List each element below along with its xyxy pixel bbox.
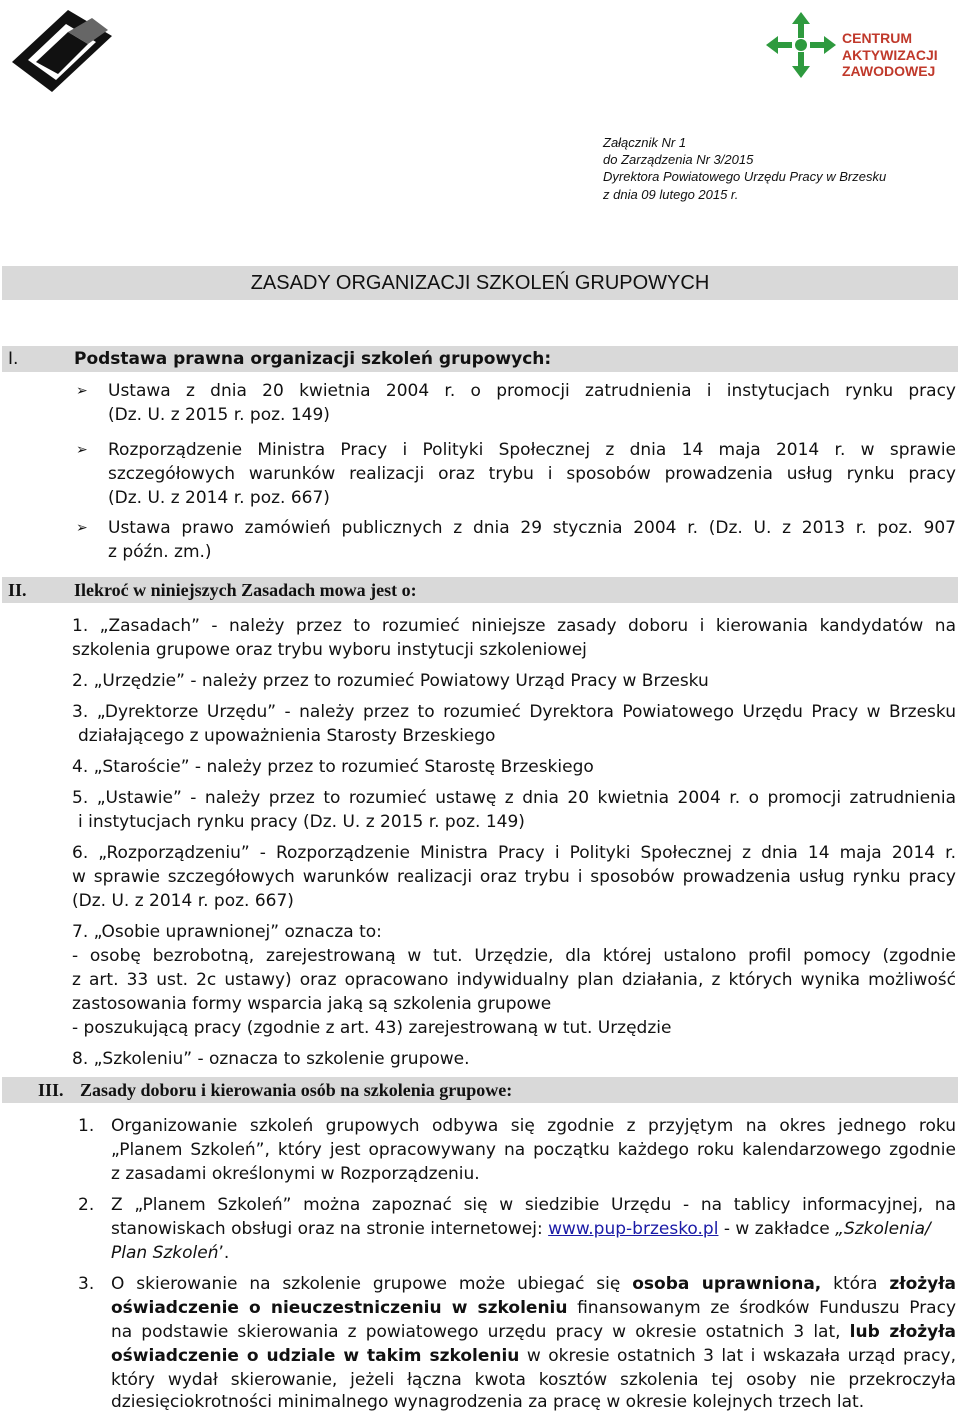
s1-b2-line1: Rozporządzenie Ministra Pracy i Polityki Społecznej z dnia 14 maja 2014 r. w sprawie — [108, 440, 956, 460]
arrow-bullet-icon: ➢ — [76, 442, 88, 458]
def-3-line1: 3. „Dyrektorze Urzędu” - należy przez to rozumieć Dyrektora Powiatowego Urzędu Pracy w Brzesku — [72, 702, 956, 722]
rule-2-number: 2. — [78, 1195, 95, 1215]
pup-website-link[interactable]: www.pup-brzesko.pl — [548, 1219, 719, 1239]
s1-b2-line2: szczegółowych warunków realizacji oraz trybu i sposobów prowadzenia usług rynku pracy — [108, 464, 956, 484]
logo-graphic-left — [8, 2, 128, 97]
annex-line-2: do Zarządzenia Nr 3/2015 — [603, 152, 754, 168]
def-6-line2: w sprawie szczegółowych warunków realizacji oraz trybu i sposobów prowadzenia usług rynku pracy — [72, 867, 956, 887]
section-2-header — [2, 577, 958, 603]
section-3-number: III. — [38, 1080, 64, 1100]
rule-2-line1: Z „Planem Szkoleń” można zapoznać się w siedzibie Urzędu - na tablicy informacyjnej, na — [111, 1195, 956, 1215]
def-7-a-line1: - osobę bezrobotną, zarejestrowaną w tut. Urzędzie, dla której ustalono profil pomocy (zgodnie — [72, 946, 956, 966]
section-2-number: II. — [8, 580, 27, 600]
s1-b3-line2: z późn. zm.) — [108, 542, 212, 562]
rule-3-line1-a: O skierowanie na szkolenie grupowe może ubiegać się — [111, 1274, 621, 1294]
def-2: 2. „Urzędzie” - należy przez to rozumieć Powiatowy Urząd Pracy w Brzesku — [72, 671, 709, 691]
rule-2-line3 — [111, 1241, 229, 1265]
arrow-bullet-icon: ➢ — [76, 383, 88, 399]
def-7-a-line2: z art. 33 ust. 2c ustawy) oraz opracowano indywidualny plan działania, z których wynika możliwość — [72, 970, 956, 990]
rule-3-line4-a: oświadczenie o udziale w takim szkoleniu — [111, 1346, 520, 1366]
arrow-bullet-icon: ➢ — [76, 520, 88, 536]
logo-line-2: AKTYWIZACJI — [842, 46, 938, 63]
def-7-b: - poszukującą pracy (zgodnie z art. 43) zarejestrowaną w tut. Urzędzie — [72, 1018, 672, 1038]
rule-3-line4 — [111, 1344, 956, 1368]
rule-3-line1-c: która — [833, 1274, 878, 1294]
def-6-line3: (Dz. U. z 2014 r. poz. 667) — [72, 891, 294, 911]
title-bar — [2, 266, 958, 300]
rule-1-line2: „Planem Szkoleń”, który jest opracowywany na początku każdego roku kalendarzowego zgodnie — [111, 1140, 956, 1160]
rule-3-line1-b: osoba uprawniona, — [632, 1274, 822, 1294]
logo-line-1: CENTRUM — [842, 30, 912, 46]
rule-1-number: 1. — [78, 1116, 95, 1136]
def-8: 8. „Szkoleniu” - oznacza to szkolenie grupowe. — [72, 1049, 470, 1069]
rule-2-line3-end: ’. — [218, 1243, 230, 1263]
rule-2-line2-text-b: - w zakładce — [723, 1219, 830, 1239]
rule-1-line3: z zasadami określonymi w Rozporządzeniu. — [111, 1164, 480, 1184]
def-5-line2: i instytucjach rynku pracy (Dz. U. z 2015 r. poz. 149) — [78, 812, 525, 832]
s1-b1-line2: (Dz. U. z 2015 r. poz. 149) — [108, 405, 330, 425]
section-2-heading: Ilekroć w niniejszych Zasadach mowa jest o: — [74, 580, 417, 600]
section-1-header — [2, 346, 958, 372]
rule-3-number: 3. — [78, 1274, 95, 1294]
section-1-number: I. — [8, 349, 19, 369]
annex-header — [603, 134, 886, 203]
rule-2-line2-text: stanowiskach obsługi oraz na stronie internetowej: — [111, 1219, 543, 1239]
rule-3-line2-b: finansowanym ze środków Funduszu Pracy — [577, 1298, 957, 1318]
def-5-line1: 5. „Ustawie” - należy przez to rozumieć ustawę z dnia 20 kwietnia 2004 r. o promocji zatrudnienia — [72, 788, 956, 808]
def-1-line2: szkolenia grupowe oraz trybu wyboru instytucji szkoleniowej — [72, 640, 587, 660]
logo-centrum-aktywizacji-zawodowej — [764, 10, 954, 80]
def-6-line1: 6. „Rozporządzeniu” - Rozporządzenie Ministra Pracy i Polityki Społecznej z dnia 14 maja 2014 r. — [72, 843, 956, 863]
rule-2-line3-tab: Plan Szkoleń — [111, 1243, 219, 1263]
def-1-line1: 1. „Zasadach” - należy przez to rozumieć niniejsze zasady doboru i kierowania kandydatów na — [72, 616, 956, 636]
def-4: 4. „Staroście” - należy przez to rozumieć Starostę Brzeskiego — [72, 757, 594, 777]
logo-line-3: ZAWODOWEJ — [842, 63, 936, 79]
rule-2-line2 — [111, 1217, 931, 1241]
annex-line-3: Dyrektora Powiatowego Urzędu Pracy w Brzesku — [603, 169, 887, 185]
s1-b1-line1: Ustawa z dnia 20 kwietnia 2004 r. o promocji zatrudnienia i instytucjach rynku pracy — [108, 381, 956, 401]
page-title: ZASADY ORGANIZACJI SZKOLEŃ GRUPOWYCH — [250, 272, 710, 294]
section-3-heading: Zasady doboru i kierowania osób na szkolenia grupowe: — [80, 1080, 513, 1100]
s1-b3-line1: Ustawa prawo zamówień publicznych z dnia 29 stycznia 2004 r. (Dz. U. z 2013 r. poz. 907 — [108, 518, 956, 538]
rule-3-line1-d: złożyła — [889, 1274, 957, 1294]
rule-3-line3-a: na podstawie skierowania z powiatowego urzędu pracy w okresie ostatnich 3 lat, — [111, 1322, 841, 1342]
rule-3-line3 — [111, 1320, 956, 1344]
rule-3-line5: który wydał skierowanie, jeżeli łączna kwota kosztów szkolenia tej osoby nie przekroczyła — [111, 1370, 956, 1390]
def-7-a-line3: zastosowania formy wsparcia jaką są szkolenia grupowe — [72, 994, 552, 1014]
rule-3-line4-b: w okresie ostatnich 3 lat i wskazała urząd pracy, — [526, 1346, 956, 1366]
annex-line-1: Załącznik Nr 1 — [603, 135, 687, 150]
rule-2-line2-tab: „Szkolenia/ — [835, 1219, 931, 1239]
logo-text — [842, 30, 938, 80]
s1-b2-line3: (Dz. U. z 2014 r. poz. 667) — [108, 488, 330, 508]
section-1-heading: Podstawa prawna organizacji szkoleń grupowych: — [74, 349, 552, 369]
rule-1-line1: Organizowanie szkoleń grupowych odbywa się zgodnie z przyjętym na okres jednego roku — [111, 1116, 956, 1136]
section-3-header — [2, 1077, 958, 1103]
def-3-line2: działającego z upoważnienia Starosty Brzeskiego — [78, 726, 496, 746]
def-7: 7. „Osobie uprawnionej” oznacza to: — [72, 922, 382, 942]
rule-3-line2 — [111, 1296, 956, 1320]
rule-3-line1 — [111, 1272, 956, 1296]
rule-3-line3-b: lub złożyła — [849, 1322, 956, 1342]
rule-3-line6: dziesięciokrotności minimalnego wynagrodzenia za pracę w okresie kolejnych trzech lat. — [111, 1392, 865, 1412]
annex-line-4: z dnia 09 lutego 2015 r. — [603, 186, 739, 202]
logo-emblem-icon — [764, 10, 838, 80]
rule-3-line2-a: oświadczenie o nieuczestniczeniu w szkoleniu — [111, 1298, 568, 1318]
